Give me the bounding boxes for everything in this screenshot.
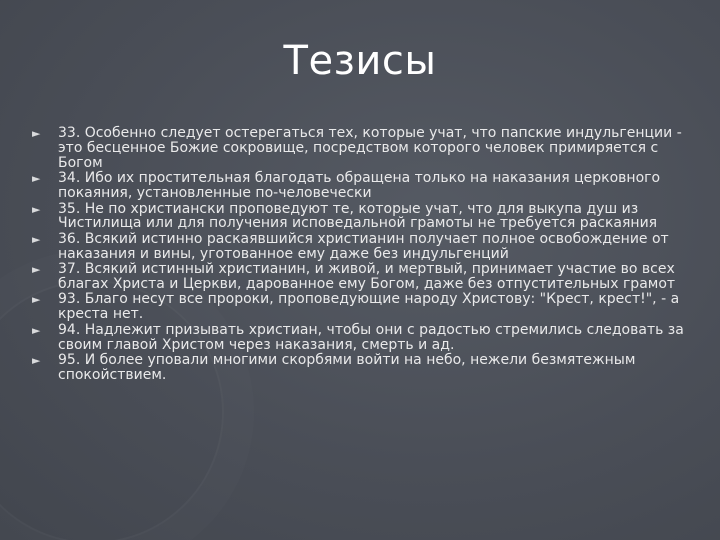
triangle-right-bullet-icon: ► bbox=[32, 202, 41, 216]
list-item bbox=[30, 202, 690, 232]
list-item bbox=[30, 232, 690, 262]
theses-list bbox=[30, 126, 690, 383]
triangle-right-bullet-icon: ► bbox=[32, 354, 41, 368]
list-item bbox=[30, 171, 690, 201]
list-item-text: 34. Ибо их простительная благодать обращена только на наказания церковного покаяния, установленные по-человечески bbox=[58, 170, 661, 202]
list-item-text: 94. Надлежит призывать христиан, чтобы они с радостью стремились следовать за своим главой Христом через наказания, смерть и ад. bbox=[58, 321, 684, 353]
slide-title: Тезисы bbox=[283, 38, 437, 84]
triangle-right-bullet-icon: ► bbox=[32, 172, 41, 186]
list-item bbox=[30, 262, 690, 292]
triangle-right-bullet-icon: ► bbox=[32, 293, 41, 307]
list-item-text: 35. Не по христиански проповедуют те, которые учат, что для выкупа душ из Чистилища или для получения исповедальной грамоты не требуется раскаяния bbox=[58, 200, 658, 232]
triangle-right-bullet-icon: ► bbox=[32, 232, 41, 246]
list-item-text: 33. Особенно следует остерегаться тех, которые учат, что папские индульгенции - это бесценное Божие сокровище, посредством которого человек примиряется с Богом bbox=[58, 125, 682, 171]
list-item bbox=[30, 323, 690, 353]
list-item-text: 36. Всякий истинно раскаявшийся христианин получает полное освобождение от наказания и вины, уготованное ему даже без индульгенций bbox=[58, 230, 669, 262]
list-item bbox=[30, 126, 690, 171]
triangle-right-bullet-icon: ► bbox=[32, 127, 41, 140]
list-item-text: 93. Благо несут все пророки, проповедующие народу Христову: "Крест, крест!", - а креста нет. bbox=[58, 291, 680, 323]
triangle-right-bullet-icon: ► bbox=[32, 323, 41, 337]
triangle-right-bullet-icon: ► bbox=[32, 263, 41, 277]
list-item-text: 95. И более уповали многими скорбями войти на небо, нежели безмятежным спокойствием. bbox=[58, 352, 636, 383]
list-item-text: 37. Всякий истинный христианин, и живой, и мертвый, принимает участие во всех благах Христа и Церкви, дарованное ему Богом, даже без отпустительных грамот bbox=[58, 261, 676, 293]
list-item bbox=[30, 292, 690, 322]
list-item bbox=[30, 353, 690, 383]
